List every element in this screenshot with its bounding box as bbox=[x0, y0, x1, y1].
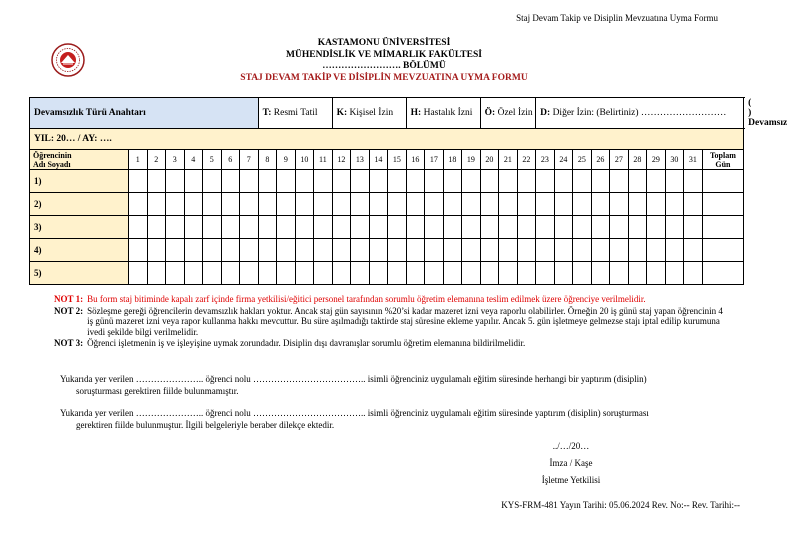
day-cell[interactable] bbox=[536, 262, 555, 285]
day-cell[interactable] bbox=[184, 193, 203, 216]
day-cell[interactable] bbox=[369, 216, 388, 239]
day-cell[interactable] bbox=[129, 170, 148, 193]
day-cell[interactable] bbox=[351, 193, 370, 216]
day-cell[interactable] bbox=[240, 193, 259, 216]
day-cell[interactable] bbox=[295, 239, 314, 262]
day-cell[interactable] bbox=[591, 216, 610, 239]
day-cell[interactable] bbox=[147, 262, 166, 285]
day-cell[interactable] bbox=[425, 262, 444, 285]
day-cell[interactable] bbox=[665, 262, 684, 285]
day-cell[interactable] bbox=[129, 216, 148, 239]
table-header-row bbox=[30, 150, 744, 170]
absence-key-t: T: Resmi Tatil bbox=[258, 98, 332, 129]
day-cell[interactable] bbox=[166, 170, 185, 193]
absence-key-o: Ö: Özel İzin bbox=[480, 98, 536, 129]
day-cell[interactable] bbox=[684, 216, 703, 239]
day-cell[interactable] bbox=[517, 170, 536, 193]
day-header: 20 bbox=[480, 150, 499, 170]
day-cell[interactable] bbox=[499, 170, 518, 193]
day-cell[interactable] bbox=[147, 193, 166, 216]
day-cell[interactable] bbox=[332, 170, 351, 193]
day-cell[interactable] bbox=[295, 193, 314, 216]
total-cell[interactable] bbox=[702, 262, 744, 285]
day-cell[interactable] bbox=[480, 262, 499, 285]
day-cell[interactable] bbox=[221, 239, 240, 262]
day-cell[interactable] bbox=[184, 170, 203, 193]
day-header: 12 bbox=[332, 150, 351, 170]
day-cell[interactable] bbox=[665, 216, 684, 239]
form-title-top-right: Staj Devam Takip ve Disiplin Mevzuatına Uyma Formu bbox=[516, 13, 718, 23]
year-month-field[interactable]: YIL: 20… / AY: …. bbox=[30, 129, 744, 150]
day-cell[interactable] bbox=[425, 239, 444, 262]
day-cell[interactable] bbox=[332, 239, 351, 262]
day-cell[interactable] bbox=[684, 193, 703, 216]
day-cell[interactable] bbox=[610, 170, 629, 193]
day-cell[interactable] bbox=[554, 262, 573, 285]
day-header: 7 bbox=[240, 150, 259, 170]
day-cell[interactable] bbox=[480, 193, 499, 216]
student-row bbox=[30, 262, 744, 285]
day-cell[interactable] bbox=[240, 239, 259, 262]
day-cell[interactable] bbox=[184, 239, 203, 262]
day-cell[interactable] bbox=[554, 216, 573, 239]
day-cell[interactable] bbox=[166, 239, 185, 262]
day-cell[interactable] bbox=[295, 170, 314, 193]
day-cell[interactable] bbox=[277, 193, 296, 216]
day-cell[interactable] bbox=[480, 170, 499, 193]
day-cell[interactable] bbox=[665, 193, 684, 216]
day-cell[interactable] bbox=[147, 216, 166, 239]
day-cell[interactable] bbox=[258, 262, 277, 285]
day-cell[interactable] bbox=[221, 262, 240, 285]
day-cell[interactable] bbox=[221, 193, 240, 216]
day-header: 18 bbox=[443, 150, 462, 170]
absence-key-d: D: Diğer İzin: (Belirtiniz) ……………………… bbox=[536, 98, 744, 129]
day-cell[interactable] bbox=[314, 193, 333, 216]
day-header: 1 bbox=[129, 150, 148, 170]
day-cell[interactable] bbox=[406, 170, 425, 193]
day-cell[interactable] bbox=[684, 239, 703, 262]
day-cell[interactable] bbox=[443, 193, 462, 216]
day-cell[interactable] bbox=[332, 216, 351, 239]
day-cell[interactable] bbox=[203, 262, 222, 285]
statement-no-violation: Yukarıda yer verilen ………………….. öğrenci nolu ……………………………….. isimli öğrenciniz uygulamalı eğitim süresinde herhangi bir yaptırım (disiplin) soruşturması gerektiren fiilde bulunmamıştır. bbox=[60, 374, 647, 396]
note-1: NOT 1: Bu form staj bitiminde kapalı zarf içinde firma yetkilisi/eğitici personel tarafından sorumlu öğretim elemanına teslim edilmek üzere öğrenciye verilmelidir. bbox=[54, 294, 646, 304]
day-cell[interactable] bbox=[203, 216, 222, 239]
absence-key-title: Devamsızlık Türü Anahtarı bbox=[30, 98, 259, 129]
day-cell[interactable] bbox=[462, 239, 481, 262]
university-name: KASTAMONU ÜNİVERSİTESİ bbox=[317, 38, 451, 48]
day-cell[interactable] bbox=[443, 239, 462, 262]
day-cell[interactable] bbox=[443, 216, 462, 239]
total-days-header: Toplam Gün bbox=[702, 150, 744, 170]
day-cell[interactable] bbox=[166, 262, 185, 285]
student-row bbox=[30, 216, 744, 239]
day-cell[interactable] bbox=[536, 170, 555, 193]
day-cell[interactable] bbox=[610, 193, 629, 216]
day-cell[interactable] bbox=[628, 239, 647, 262]
day-cell[interactable] bbox=[203, 170, 222, 193]
day-header: 29 bbox=[647, 150, 666, 170]
day-cell[interactable] bbox=[591, 170, 610, 193]
day-cell[interactable] bbox=[647, 170, 666, 193]
day-cell[interactable] bbox=[628, 170, 647, 193]
day-cell[interactable] bbox=[425, 170, 444, 193]
day-header: 23 bbox=[536, 150, 555, 170]
day-cell[interactable] bbox=[499, 262, 518, 285]
day-cell[interactable] bbox=[258, 216, 277, 239]
day-cell[interactable] bbox=[295, 216, 314, 239]
day-cell[interactable] bbox=[129, 262, 148, 285]
day-cell[interactable] bbox=[240, 262, 259, 285]
day-cell[interactable] bbox=[295, 262, 314, 285]
statement-violation: Yukarıda yer verilen ………………….. öğrenci nolu ……………………………….. isimli öğrenciniz uygulamalı eğitim süresinde yaptırım (disiplin) soruşturması gerektiren fiilde bulunmuştur. İlgili belgeleriyle beraber dilekçe ektedir. bbox=[60, 408, 649, 430]
day-cell[interactable] bbox=[277, 262, 296, 285]
day-cell[interactable] bbox=[369, 239, 388, 262]
day-header: 25 bbox=[573, 150, 592, 170]
day-cell[interactable] bbox=[406, 239, 425, 262]
day-cell[interactable] bbox=[314, 170, 333, 193]
day-header: 17 bbox=[425, 150, 444, 170]
note-3: NOT 3: Öğrenci işletmenin iş ve işleyişine uymak zorundadır. Disiplin dışı davranışlar sorumlu öğretim elemanına bildirilmelidir. bbox=[54, 338, 526, 348]
day-header: 8 bbox=[258, 150, 277, 170]
day-cell[interactable] bbox=[203, 239, 222, 262]
day-cell[interactable] bbox=[610, 216, 629, 239]
student-name-cell[interactable]: 3) bbox=[30, 216, 129, 239]
day-cell[interactable] bbox=[406, 193, 425, 216]
day-cell[interactable] bbox=[166, 193, 185, 216]
day-cell[interactable] bbox=[628, 216, 647, 239]
day-header: 26 bbox=[591, 150, 610, 170]
faculty-name: MÜHENDİSLİK VE MİMARLIK FAKÜLTESİ bbox=[286, 49, 482, 60]
day-cell[interactable] bbox=[647, 216, 666, 239]
day-cell[interactable] bbox=[462, 193, 481, 216]
day-cell[interactable] bbox=[240, 170, 259, 193]
day-cell[interactable] bbox=[351, 239, 370, 262]
day-cell[interactable] bbox=[221, 170, 240, 193]
day-cell[interactable] bbox=[314, 216, 333, 239]
total-cell[interactable] bbox=[702, 239, 744, 262]
signature-date[interactable]: ../…/20… bbox=[552, 441, 590, 451]
day-cell[interactable] bbox=[480, 216, 499, 239]
day-cell[interactable] bbox=[277, 239, 296, 262]
student-row bbox=[30, 170, 744, 193]
absence-key-k: K: Kişisel İzin bbox=[332, 98, 406, 129]
department-name: ……………………. BÖLÜMÜ bbox=[322, 61, 446, 71]
note-2: NOT 2: Sözleşme gereği öğrencilerin devamsızlık hakları yoktur. Ancak staj gün sayısının %20’si kadar mazeret izni veya raporlu olabilirler. Örneğin 20 iş günü staj yapan öğrencinin 4 iş günü mazeret izni veya rapor kullanma hakkı mevcuttur. Bu süre aşılmadığı taktirde staj süresine ekleme yapılır. Ancak 5. gün işletmeye gelmezse stajı iptal edilip kurumuna ivedi şekilde bilgi verilmelidir. bbox=[54, 305, 723, 337]
day-cell[interactable] bbox=[573, 239, 592, 262]
day-cell[interactable] bbox=[351, 170, 370, 193]
day-cell[interactable] bbox=[203, 193, 222, 216]
year-month-row bbox=[30, 129, 744, 150]
attendance-table bbox=[29, 97, 787, 285]
day-header: 15 bbox=[388, 150, 407, 170]
form-title: STAJ DEVAM TAKİP VE DİSİPLİN MEVZUATINA UYMA FORMU bbox=[240, 72, 528, 83]
day-header: 4 bbox=[184, 150, 203, 170]
day-cell[interactable] bbox=[462, 262, 481, 285]
day-cell[interactable] bbox=[684, 262, 703, 285]
signature-stamp-label: İmza / Kaşe bbox=[549, 458, 593, 468]
total-cell[interactable] bbox=[702, 170, 744, 193]
student-name-cell[interactable]: 4) bbox=[30, 239, 129, 262]
day-cell[interactable] bbox=[647, 193, 666, 216]
day-cell[interactable] bbox=[647, 262, 666, 285]
form-footer: KYS-FRM-481 Yayın Tarihi: 05.06.2024 Rev. No:-- Rev. Tarihi:-- bbox=[501, 500, 740, 510]
document-header bbox=[0, 38, 768, 84]
student-name-cell[interactable]: 1) bbox=[30, 170, 129, 193]
day-header: 2 bbox=[147, 150, 166, 170]
day-cell[interactable] bbox=[277, 216, 296, 239]
day-cell[interactable] bbox=[554, 193, 573, 216]
absence-key-row: Devamsızlık Türü Anahtarı T: Resmi Tatil K: Kişisel İzin H: Hastalık İzni Ö: Özel İzin D: Diğer İzin: (Belirtiniz) ……………………… ( ) Devamsız bbox=[30, 98, 744, 129]
day-cell[interactable] bbox=[388, 170, 407, 193]
day-cell[interactable] bbox=[647, 239, 666, 262]
day-cell[interactable] bbox=[277, 170, 296, 193]
total-cell[interactable] bbox=[702, 193, 744, 216]
day-cell[interactable] bbox=[665, 170, 684, 193]
day-cell[interactable] bbox=[184, 216, 203, 239]
day-cell[interactable] bbox=[517, 262, 536, 285]
total-cell[interactable] bbox=[702, 216, 744, 239]
day-cell[interactable] bbox=[462, 216, 481, 239]
day-cell[interactable] bbox=[369, 193, 388, 216]
day-header: 16 bbox=[406, 150, 425, 170]
day-cell[interactable] bbox=[147, 239, 166, 262]
student-name-cell[interactable]: 5) bbox=[30, 262, 129, 285]
day-cell[interactable] bbox=[499, 216, 518, 239]
notes-section bbox=[54, 294, 724, 350]
day-cell[interactable] bbox=[314, 239, 333, 262]
day-cell[interactable] bbox=[406, 216, 425, 239]
absence-key-h: H: Hastalık İzni bbox=[406, 98, 480, 129]
day-cell[interactable] bbox=[425, 216, 444, 239]
day-cell[interactable] bbox=[517, 239, 536, 262]
day-cell[interactable] bbox=[628, 262, 647, 285]
day-cell[interactable] bbox=[221, 216, 240, 239]
day-cell[interactable] bbox=[499, 239, 518, 262]
day-cell[interactable] bbox=[517, 193, 536, 216]
day-header: 28 bbox=[628, 150, 647, 170]
day-cell[interactable] bbox=[499, 193, 518, 216]
day-cell[interactable] bbox=[184, 262, 203, 285]
day-cell[interactable] bbox=[443, 262, 462, 285]
day-cell[interactable] bbox=[369, 262, 388, 285]
day-cell[interactable] bbox=[258, 239, 277, 262]
day-cell[interactable] bbox=[388, 239, 407, 262]
student-row bbox=[30, 239, 744, 262]
day-cell[interactable] bbox=[462, 170, 481, 193]
day-cell[interactable] bbox=[258, 170, 277, 193]
day-cell[interactable] bbox=[351, 216, 370, 239]
day-cell[interactable] bbox=[351, 262, 370, 285]
day-cell[interactable] bbox=[369, 170, 388, 193]
day-cell[interactable] bbox=[554, 170, 573, 193]
student-row bbox=[30, 193, 744, 216]
day-cell[interactable] bbox=[517, 216, 536, 239]
day-cell[interactable] bbox=[332, 193, 351, 216]
day-cell[interactable] bbox=[591, 239, 610, 262]
day-cell[interactable] bbox=[610, 239, 629, 262]
day-cell[interactable] bbox=[554, 239, 573, 262]
day-cell[interactable] bbox=[536, 216, 555, 239]
day-cell[interactable] bbox=[573, 170, 592, 193]
day-header: 31 bbox=[684, 150, 703, 170]
day-cell[interactable] bbox=[425, 193, 444, 216]
day-cell[interactable] bbox=[573, 262, 592, 285]
day-cell[interactable] bbox=[388, 193, 407, 216]
day-cell[interactable] bbox=[129, 239, 148, 262]
day-header: 21 bbox=[499, 150, 518, 170]
day-header: 14 bbox=[369, 150, 388, 170]
day-cell[interactable] bbox=[388, 262, 407, 285]
day-cell[interactable] bbox=[443, 170, 462, 193]
day-header: 22 bbox=[517, 150, 536, 170]
day-cell[interactable] bbox=[536, 239, 555, 262]
student-name-cell[interactable]: 2) bbox=[30, 193, 129, 216]
day-cell[interactable] bbox=[314, 262, 333, 285]
day-cell[interactable] bbox=[240, 216, 259, 239]
day-header: 11 bbox=[314, 150, 333, 170]
day-header: 10 bbox=[295, 150, 314, 170]
day-header: 27 bbox=[610, 150, 629, 170]
day-header: 6 bbox=[221, 150, 240, 170]
day-cell[interactable] bbox=[665, 239, 684, 262]
day-cell[interactable] bbox=[536, 193, 555, 216]
day-header: 9 bbox=[277, 150, 296, 170]
day-cell[interactable] bbox=[388, 216, 407, 239]
student-name-header: Öğrencinin Adı Soyadı bbox=[30, 150, 129, 170]
day-cell[interactable] bbox=[573, 216, 592, 239]
day-cell[interactable] bbox=[573, 193, 592, 216]
day-header: 3 bbox=[166, 150, 185, 170]
day-cell[interactable] bbox=[166, 216, 185, 239]
day-cell[interactable] bbox=[332, 262, 351, 285]
day-header: 30 bbox=[665, 150, 684, 170]
day-header: 19 bbox=[462, 150, 481, 170]
day-cell[interactable] bbox=[628, 193, 647, 216]
day-cell[interactable] bbox=[591, 262, 610, 285]
day-cell[interactable] bbox=[480, 239, 499, 262]
day-cell[interactable] bbox=[591, 193, 610, 216]
day-cell[interactable] bbox=[258, 193, 277, 216]
day-cell[interactable] bbox=[147, 170, 166, 193]
day-cell[interactable] bbox=[684, 170, 703, 193]
day-cell[interactable] bbox=[610, 262, 629, 285]
day-header: 5 bbox=[203, 150, 222, 170]
signature-role-label: İşletme Yetkilisi bbox=[541, 475, 601, 485]
day-header: 13 bbox=[351, 150, 370, 170]
day-cell[interactable] bbox=[129, 193, 148, 216]
day-header: 24 bbox=[554, 150, 573, 170]
day-cell[interactable] bbox=[406, 262, 425, 285]
